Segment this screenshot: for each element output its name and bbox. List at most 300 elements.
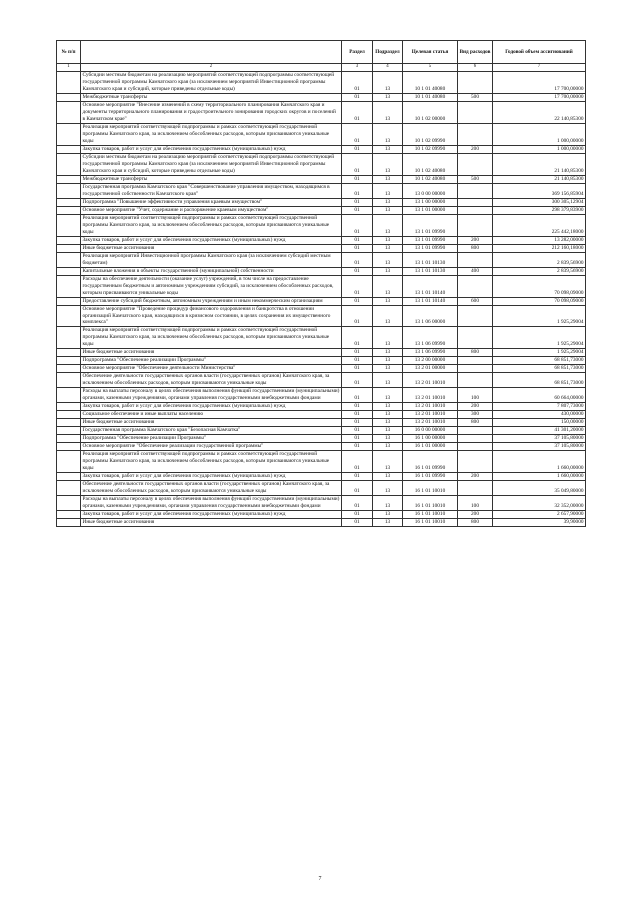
- amount-cell: 150,00000: [493, 419, 586, 427]
- number-cell: [57, 357, 81, 365]
- amount-cell: 2 657,90000: [493, 511, 586, 519]
- target-article-cell: 13 1 01 10140: [403, 275, 458, 297]
- name-cell: Социальное обеспечение и иные выплаты населению: [81, 411, 342, 419]
- razdel-cell: 01: [342, 153, 373, 175]
- target-article-cell: 13 1 01 09990: [403, 236, 458, 244]
- razdel-cell: 01: [342, 519, 373, 527]
- table-row: [57, 327, 586, 349]
- amount-cell: 68 851,73000: [493, 365, 586, 373]
- table-row: [57, 101, 586, 123]
- razdel-cell: 01: [342, 327, 373, 349]
- amount-cell: 1 925,29004: [493, 305, 586, 327]
- razdel-cell: 01: [342, 175, 373, 183]
- number-cell: [57, 297, 81, 305]
- target-article-cell: 13 1 01 00000: [403, 206, 458, 214]
- table-row: [57, 145, 586, 153]
- target-article-cell: 13 2 00 00000: [403, 357, 458, 365]
- table-row: [57, 403, 586, 411]
- header-row: [57, 41, 586, 64]
- amount-cell: 2 839,56900: [493, 252, 586, 267]
- expense-type-cell: 200: [458, 511, 493, 519]
- expense-type-cell: [458, 435, 493, 443]
- razdel-cell: 01: [342, 365, 373, 373]
- target-article-cell: 13 1 01 10140: [403, 297, 458, 305]
- target-article-cell: 10 1 02 40080: [403, 175, 458, 183]
- podrazdel-cell: 13: [373, 443, 403, 451]
- target-article-cell: 10 1 02 09990: [403, 123, 458, 145]
- target-article-cell: 16 1 01 10010: [403, 511, 458, 519]
- table-row: [57, 183, 586, 198]
- razdel-cell: 01: [342, 403, 373, 411]
- table-row: [57, 519, 586, 527]
- podrazdel-cell: 13: [373, 365, 403, 373]
- podrazdel-cell: 13: [373, 519, 403, 527]
- name-cell: Расходы на выплаты персоналу в целях обеспечения выполнения функций государственными (муниципальными) органами, казенными учреждениями, органами управления государственными внебюджетными фондами: [81, 388, 342, 403]
- number-cell: [57, 206, 81, 214]
- expense-type-cell: [458, 214, 493, 236]
- table-row: [57, 123, 586, 145]
- amount-cell: 225 442,18000: [493, 214, 586, 236]
- razdel-cell: 01: [342, 206, 373, 214]
- table-row: [57, 411, 586, 419]
- target-article-cell: 13 1 06 09990: [403, 327, 458, 349]
- amount-cell: 13 282,00000: [493, 236, 586, 244]
- name-cell: Основное мероприятие "Внесение изменений в схему территориального планирования Камчатского края и документы территориального планирования и градостроительного зонирования городских округов и поселений в Камчатском крае": [81, 101, 342, 123]
- name-cell: Обеспечение деятельности государственных органов власти (государственных органов) Камчатского края, за исключением обособленных расходов, которым присваиваются уникальные коды: [81, 373, 342, 388]
- amount-cell: 68 851,73000: [493, 373, 586, 388]
- table-row: [57, 481, 586, 496]
- table-row: [57, 198, 586, 206]
- expense-type-cell: [458, 373, 493, 388]
- number-cell: [57, 275, 81, 297]
- column-number: 4: [373, 64, 403, 72]
- target-article-cell: 16 1 01 09990: [403, 473, 458, 481]
- podrazdel-cell: 13: [373, 175, 403, 183]
- name-cell: Иные бюджетные ассигнования: [81, 244, 342, 252]
- expense-type-cell: [458, 451, 493, 473]
- header-number: № п/п: [57, 41, 81, 64]
- amount-cell: 1 660,00000: [493, 473, 586, 481]
- expense-type-cell: 200: [458, 236, 493, 244]
- name-cell: Закупка товаров, работ и услуг для обеспечения государственных (муниципальных) нужд: [81, 145, 342, 153]
- razdel-cell: 01: [342, 123, 373, 145]
- amount-cell: 37 105,80000: [493, 435, 586, 443]
- amount-cell: 1 660,00000: [493, 451, 586, 473]
- razdel-cell: 01: [342, 427, 373, 435]
- target-article-cell: 10 1 02 09990: [403, 145, 458, 153]
- expense-type-cell: 300: [458, 411, 493, 419]
- podrazdel-cell: 13: [373, 297, 403, 305]
- number-cell: [57, 427, 81, 435]
- target-article-cell: 16 1 01 09990: [403, 451, 458, 473]
- number-cell: [57, 373, 81, 388]
- podrazdel-cell: 13: [373, 206, 403, 214]
- expense-type-cell: 800: [458, 244, 493, 252]
- number-cell: [57, 123, 81, 145]
- amount-cell: 60 664,00000: [493, 388, 586, 403]
- podrazdel-cell: 13: [373, 198, 403, 206]
- amount-cell: 2 839,56900: [493, 267, 586, 275]
- expense-type-cell: 800: [458, 349, 493, 357]
- amount-cell: 17 700,00000: [493, 93, 586, 101]
- razdel-cell: 01: [342, 275, 373, 297]
- name-cell: Государственная программа Камчатского края "Совершенствование управления имуществом, находящимся в государственной собственности Камчатского края": [81, 183, 342, 198]
- header-expense-type: Вид расходов: [458, 41, 493, 64]
- amount-cell: 1 925,29004: [493, 349, 586, 357]
- name-cell: Субсидии местным бюджетам на реализацию мероприятий соответствующей подпрограммы соответствующей государственной программы Камчатского края (за исключением мероприятий Инвестиционной программы Камчатского края и субсидий, которые приведены отдельные коды): [81, 72, 342, 94]
- razdel-cell: 01: [342, 297, 373, 305]
- header-name: [81, 41, 342, 64]
- table-row: [57, 236, 586, 244]
- column-number: 5: [403, 64, 458, 72]
- amount-cell: 369 156,85904: [493, 183, 586, 198]
- table-row: [57, 511, 586, 519]
- table-row: [57, 443, 586, 451]
- amount-cell: 37 105,80000: [493, 443, 586, 451]
- table-row: [57, 373, 586, 388]
- column-number: 7: [493, 64, 586, 72]
- podrazdel-cell: 13: [373, 496, 403, 511]
- number-cell: [57, 175, 81, 183]
- razdel-cell: 01: [342, 183, 373, 198]
- razdel-cell: 01: [342, 214, 373, 236]
- table-row: [57, 365, 586, 373]
- name-cell: Предоставление субсидий бюджетным, автономным учреждениям и иным некоммерческим организациям: [81, 297, 342, 305]
- number-cell: [57, 435, 81, 443]
- expense-type-cell: [458, 305, 493, 327]
- podrazdel-cell: 13: [373, 153, 403, 175]
- razdel-cell: 01: [342, 349, 373, 357]
- podrazdel-cell: 13: [373, 267, 403, 275]
- target-article-cell: 13 1 00 00000: [403, 198, 458, 206]
- expense-type-cell: 500: [458, 175, 493, 183]
- name-cell: Межбюджетные трансферты: [81, 93, 342, 101]
- podrazdel-cell: 13: [373, 481, 403, 496]
- razdel-cell: 01: [342, 443, 373, 451]
- header-target-article: Целевая статья: [403, 41, 458, 64]
- table-row: [57, 427, 586, 435]
- table-row: [57, 349, 586, 357]
- expense-type-cell: [458, 275, 493, 297]
- razdel-cell: 01: [342, 373, 373, 388]
- number-cell: [57, 419, 81, 427]
- number-cell: [57, 349, 81, 357]
- name-cell: Иные бюджетные ассигнования: [81, 519, 342, 527]
- expense-type-cell: [458, 427, 493, 435]
- expense-type-cell: 600: [458, 297, 493, 305]
- razdel-cell: 01: [342, 481, 373, 496]
- razdel-cell: 01: [342, 101, 373, 123]
- table-row: [57, 206, 586, 214]
- column-number: 3: [342, 64, 373, 72]
- table-row: [57, 388, 586, 403]
- target-article-cell: 13 2 01 00000: [403, 365, 458, 373]
- amount-cell: 1 000,00000: [493, 145, 586, 153]
- number-cell: [57, 305, 81, 327]
- podrazdel-cell: 13: [373, 435, 403, 443]
- name-cell: Иные бюджетные ассигнования: [81, 349, 342, 357]
- name-cell: Закупка товаров, работ и услуг для обеспечения государственных (муниципальных) нужд: [81, 511, 342, 519]
- amount-cell: 39,90000: [493, 519, 586, 527]
- name-cell: Иные бюджетные ассигнования: [81, 419, 342, 427]
- name-cell: Межбюджетные трансферты: [81, 175, 342, 183]
- table-row: [57, 275, 586, 297]
- table-row: [57, 357, 586, 365]
- target-article-cell: 16 1 01 00000: [403, 443, 458, 451]
- razdel-cell: 01: [342, 419, 373, 427]
- name-cell: Реализация мероприятий соответствующей подпрограммы и рамках соответствующей государственной программы Камчатского края, за исключением обособленных расходов, которым присваиваются уникальные коды: [81, 327, 342, 349]
- amount-cell: 300 305,12904: [493, 198, 586, 206]
- number-cell: [57, 443, 81, 451]
- target-article-cell: 13 2 01 10010: [403, 403, 458, 411]
- number-cell: [57, 183, 81, 198]
- podrazdel-cell: 13: [373, 93, 403, 101]
- page-number: 7: [318, 876, 322, 882]
- number-cell: [57, 244, 81, 252]
- podrazdel-cell: 13: [373, 214, 403, 236]
- amount-cell: 1 000,00000: [493, 123, 586, 145]
- podrazdel-cell: 13: [373, 252, 403, 267]
- name-cell: Расходы на выплаты персоналу в целях обеспечения выполнения функций государственными (муниципальными) органами, казенными учреждениями, органами управления государственными внебюджетными фондами: [81, 496, 342, 511]
- razdel-cell: 01: [342, 236, 373, 244]
- target-article-cell: 13 1 01 09990: [403, 214, 458, 236]
- amount-cell: 21 140,85300: [493, 153, 586, 175]
- amount-cell: 1 925,29004: [493, 327, 586, 349]
- name-cell: Основное мероприятие "Обеспечение реализации государственной программы": [81, 443, 342, 451]
- podrazdel-cell: 13: [373, 511, 403, 519]
- podrazdel-cell: 13: [373, 357, 403, 365]
- expense-type-cell: 200: [458, 473, 493, 481]
- razdel-cell: 01: [342, 72, 373, 94]
- amount-cell: 32 352,00000: [493, 496, 586, 511]
- expense-type-cell: [458, 443, 493, 451]
- expense-type-cell: 200: [458, 145, 493, 153]
- expense-type-cell: 400: [458, 267, 493, 275]
- podrazdel-cell: 13: [373, 349, 403, 357]
- razdel-cell: 01: [342, 496, 373, 511]
- number-cell: [57, 511, 81, 519]
- target-article-cell: 10 1 02 00000: [403, 101, 458, 123]
- podrazdel-cell: 13: [373, 275, 403, 297]
- amount-cell: 212 160,18000: [493, 244, 586, 252]
- column-number: 6: [458, 64, 493, 72]
- podrazdel-cell: 13: [373, 373, 403, 388]
- razdel-cell: 01: [342, 451, 373, 473]
- target-article-cell: 16 0 00 00000: [403, 427, 458, 435]
- name-cell: Реализация мероприятий соответствующей подпрограммы и рамках соответствующей государственной программы Камчатского края, за исключением обособленных расходов, которым присваиваются уникальные коды: [81, 123, 342, 145]
- name-cell: Подпрограмма "Повышение эффективности управления краевым имуществом": [81, 198, 342, 206]
- podrazdel-cell: 13: [373, 473, 403, 481]
- target-article-cell: 10 1 02 40080: [403, 153, 458, 175]
- podrazdel-cell: 13: [373, 327, 403, 349]
- table-row: [57, 435, 586, 443]
- target-article-cell: 13 1 01 09990: [403, 244, 458, 252]
- name-cell: Капитальные вложения в объекты государственной (муниципальной) собственности: [81, 267, 342, 275]
- expense-type-cell: 800: [458, 519, 493, 527]
- podrazdel-cell: 13: [373, 451, 403, 473]
- amount-cell: 298 379,83900: [493, 206, 586, 214]
- amount-cell: 7 807,73000: [493, 403, 586, 411]
- target-article-cell: 10 1 01 40080: [403, 72, 458, 94]
- amount-cell: 70 098,09000: [493, 275, 586, 297]
- expense-type-cell: 100: [458, 388, 493, 403]
- header-razdel: Раздел: [342, 41, 373, 64]
- expense-type-cell: [458, 206, 493, 214]
- amount-cell: 70 098,09000: [493, 297, 586, 305]
- amount-cell: 17 700,00000: [493, 72, 586, 94]
- expense-type-cell: [458, 327, 493, 349]
- name-cell: Обеспечение деятельности государственных органов власти (государственных органов) Камчатского края, за исключением обособленных расходов, которым присваиваются уникальные коды: [81, 481, 342, 496]
- target-article-cell: 16 1 01 10010: [403, 519, 458, 527]
- table-row: [57, 419, 586, 427]
- expense-type-cell: 800: [458, 419, 493, 427]
- target-article-cell: 13 2 01 10010: [403, 388, 458, 403]
- razdel-cell: 01: [342, 252, 373, 267]
- name-cell: Реализация мероприятий Инвестиционной программы Камчатского края (за исключением субсидий местным бюджетам): [81, 252, 342, 267]
- name-cell: Подпрограмма "Обеспечение реализации Программы": [81, 357, 342, 365]
- podrazdel-cell: 13: [373, 388, 403, 403]
- name-cell: Реализация мероприятий соответствующей подпрограммы и рамках соответствующей государственной программы Камчатского края, за исключением обособленных расходов, которым присваиваются уникальные коды: [81, 451, 342, 473]
- expense-type-cell: [458, 198, 493, 206]
- number-cell: [57, 145, 81, 153]
- number-cell: [57, 252, 81, 267]
- name-cell: Подпрограмма "Обеспечение реализации Программы": [81, 435, 342, 443]
- table-row: [57, 175, 586, 183]
- amount-cell: 430,00000: [493, 411, 586, 419]
- podrazdel-cell: 13: [373, 427, 403, 435]
- number-cell: [57, 101, 81, 123]
- podrazdel-cell: 13: [373, 101, 403, 123]
- expense-type-cell: [458, 72, 493, 94]
- number-cell: [57, 411, 81, 419]
- name-cell: Основное мероприятие "Обеспечение деятельности Министерства": [81, 365, 342, 373]
- table-row: [57, 214, 586, 236]
- expense-type-cell: [458, 365, 493, 373]
- name-cell: Закупка товаров, работ и услуг для обеспечения государственных (муниципальных) нужд: [81, 403, 342, 411]
- name-cell: Реализация мероприятий соответствующей подпрограммы и рамках соответствующей государственной программы Камчатского края, за исключением обособленных расходов, которым присваиваются уникальные коды: [81, 214, 342, 236]
- expense-type-cell: [458, 153, 493, 175]
- table-row: [57, 267, 586, 275]
- target-article-cell: 13 1 06 09990: [403, 349, 458, 357]
- target-article-cell: 16 1 01 10010: [403, 496, 458, 511]
- table-row: [57, 72, 586, 94]
- target-article-cell: 13 2 01 10010: [403, 419, 458, 427]
- table-body: [57, 72, 586, 527]
- number-cell: [57, 388, 81, 403]
- name-cell: Государственная программа Камчатского края "Безопасная Камчатка": [81, 427, 342, 435]
- amount-cell: 21 140,85300: [493, 175, 586, 183]
- name-cell: Закупка товаров, работ и услуг для обеспечения государственных (муниципальных) нужд: [81, 473, 342, 481]
- name-cell: Закупка товаров, работ и услуг для обеспечения государственных (муниципальных) нужд: [81, 236, 342, 244]
- podrazdel-cell: 13: [373, 123, 403, 145]
- razdel-cell: 01: [342, 145, 373, 153]
- razdel-cell: 01: [342, 198, 373, 206]
- table-row: [57, 297, 586, 305]
- name-cell: Расходы на обеспечение деятельности (оказание услуг) учреждений, в том числе на предоставление государственным бюджетным и автономным учреждениям субсидий, за исключением обособленных расходов, которым присваиваются уникальные коды: [81, 275, 342, 297]
- number-cell: [57, 473, 81, 481]
- number-cell: [57, 403, 81, 411]
- table-row: [57, 153, 586, 175]
- expense-type-cell: [458, 252, 493, 267]
- number-cell: [57, 267, 81, 275]
- target-article-cell: 13 1 01 10130: [403, 252, 458, 267]
- amount-cell: 68 851,73000: [493, 357, 586, 365]
- number-cell: [57, 481, 81, 496]
- number-cell: [57, 153, 81, 175]
- expense-type-cell: [458, 481, 493, 496]
- amount-cell: 41 301,20000: [493, 427, 586, 435]
- target-article-cell: 13 1 06 00000: [403, 305, 458, 327]
- podrazdel-cell: 13: [373, 403, 403, 411]
- podrazdel-cell: 13: [373, 305, 403, 327]
- razdel-cell: 01: [342, 93, 373, 101]
- razdel-cell: 01: [342, 411, 373, 419]
- podrazdel-cell: 13: [373, 145, 403, 153]
- number-cell: [57, 198, 81, 206]
- table-row: [57, 252, 586, 267]
- table-row: [57, 496, 586, 511]
- table-row: [57, 473, 586, 481]
- number-cell: [57, 236, 81, 244]
- podrazdel-cell: 13: [373, 183, 403, 198]
- razdel-cell: 01: [342, 267, 373, 275]
- number-cell: [57, 327, 81, 349]
- target-article-cell: 13 2 01 10010: [403, 373, 458, 388]
- table-row: [57, 244, 586, 252]
- razdel-cell: 01: [342, 435, 373, 443]
- podrazdel-cell: 13: [373, 72, 403, 94]
- expense-type-cell: 100: [458, 496, 493, 511]
- expense-type-cell: 200: [458, 403, 493, 411]
- number-cell: [57, 214, 81, 236]
- name-cell: Основное мероприятие "Учет, содержание и распоряжение краевым имуществом": [81, 206, 342, 214]
- header-annual-amount: Годовой объем ассигнований: [493, 41, 586, 64]
- header-podrazdel: Подраздел: [373, 41, 403, 64]
- target-article-cell: 13 0 00 00000: [403, 183, 458, 198]
- column-number: 2: [81, 64, 342, 72]
- expense-type-cell: [458, 183, 493, 198]
- expense-type-cell: [458, 357, 493, 365]
- number-cell: [57, 519, 81, 527]
- target-article-cell: 16 1 00 00000: [403, 435, 458, 443]
- table-row: [57, 93, 586, 101]
- number-cell: [57, 451, 81, 473]
- target-article-cell: 10 1 01 40080: [403, 93, 458, 101]
- expense-type-cell: [458, 101, 493, 123]
- razdel-cell: 01: [342, 473, 373, 481]
- podrazdel-cell: 13: [373, 419, 403, 427]
- column-number-row: [57, 64, 586, 72]
- expense-type-cell: [458, 123, 493, 145]
- number-cell: [57, 496, 81, 511]
- amount-cell: 22 140,85300: [493, 101, 586, 123]
- razdel-cell: 01: [342, 357, 373, 365]
- podrazdel-cell: 13: [373, 244, 403, 252]
- column-number: 1: [57, 64, 81, 72]
- podrazdel-cell: 13: [373, 236, 403, 244]
- razdel-cell: 01: [342, 305, 373, 327]
- razdel-cell: 01: [342, 511, 373, 519]
- number-cell: [57, 72, 81, 94]
- target-article-cell: 13 2 01 10010: [403, 411, 458, 419]
- number-cell: [57, 93, 81, 101]
- podrazdel-cell: 13: [373, 411, 403, 419]
- razdel-cell: 01: [342, 388, 373, 403]
- table-row: [57, 451, 586, 473]
- amount-cell: 35 049,80000: [493, 481, 586, 496]
- table-row: [57, 305, 586, 327]
- number-cell: [57, 365, 81, 373]
